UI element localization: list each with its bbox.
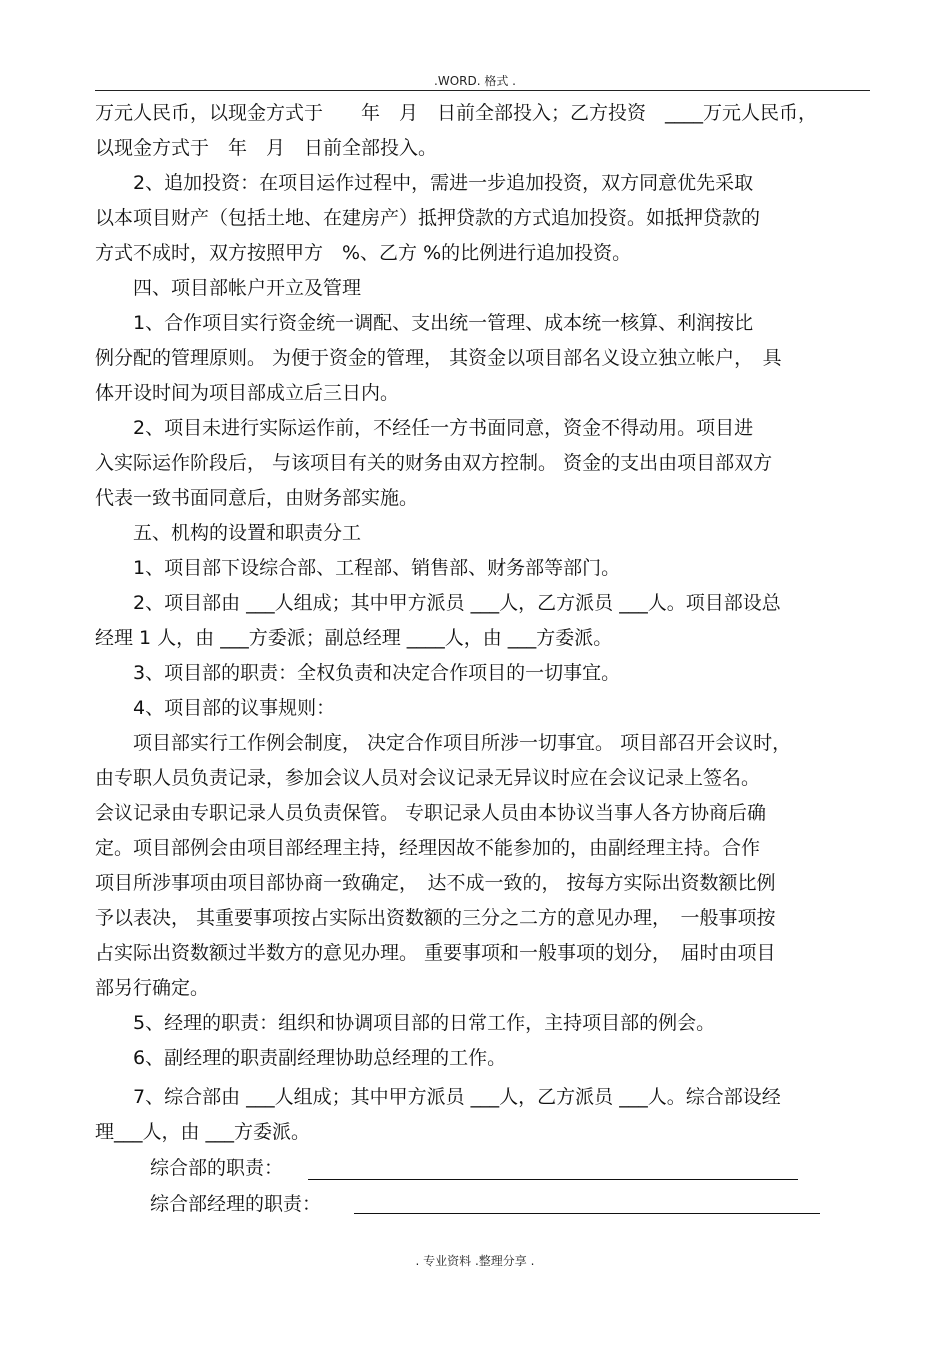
text-line: 会议记录由专职记录人员负责保管。 专职记录人员由本协议当事人各方协商后确 — [95, 802, 767, 824]
text-line: 定。项目部例会由项目部经理主持，经理因故不能参加的，由副经理主持。合作 — [95, 837, 761, 859]
text-line: 2、项目未进行实际运作前，不经任一方书面同意，资金不得动用。项目进 — [95, 417, 754, 439]
text-line: 1、项目部下设综合部、工程部、销售部、财务部等部门。 — [95, 557, 621, 579]
text-line: 四、项目部帐户开立及管理 — [95, 277, 362, 299]
field-blank-line — [354, 1213, 820, 1214]
page-footer: . 专业资料 .整理分享 . — [415, 1254, 535, 1268]
text-line: 体开设时间为项目部成立后三日内。 — [95, 382, 400, 404]
text-line: 万元人民币，以现金方式于 年 月 日前全部投入；乙方投资 ____万元人民币， — [95, 102, 818, 124]
header-divider — [95, 90, 870, 91]
text-line: 占实际出资数额过半数方的意见办理。 重要事项和一般事项的划分， 届时由项目 — [95, 942, 776, 964]
text-line: 2、项目部由 ___人组成；其中甲方派员 ___人，乙方派员 ___人。项目部设总 — [95, 592, 781, 614]
text-line: 2、追加投资：在项目运作过程中，需进一步追加投资，双方同意优先采取 — [95, 172, 754, 194]
text-line: 予以表决， 其重要事项按占实际出资数额的三分之二方的意见办理， 一般事项按 — [95, 907, 776, 929]
text-line: 以现金方式于 年 月 日前全部投入。 — [95, 137, 438, 159]
text-line: 4、项目部的议事规则： — [95, 697, 336, 719]
text-line: 部另行确定。 — [95, 977, 210, 999]
text-line: 1、合作项目实行资金统一调配、支出统一管理、成本统一核算、利润按比 — [95, 312, 754, 334]
text-line: 理___人，由 ___方委派。 — [95, 1121, 311, 1143]
text-line: 7、综合部由 ___人组成；其中甲方派员 ___人，乙方派员 ___人。综合部设经 — [95, 1086, 781, 1108]
text-line: 入实际运作阶段后， 与该项目有关的财务由双方控制。 资金的支出由项目部双方 — [95, 452, 773, 474]
text-line: 例分配的管理原则。 为便于资金的管理， 其资金以项目部名义设立独立帐户， 具 — [95, 347, 782, 369]
text-line: 方式不成时，双方按照甲方 %、乙方 %的比例进行追加投资。 — [95, 242, 632, 264]
field-label: 综合部经理的职责： — [150, 1193, 322, 1215]
field-label: 综合部的职责： — [150, 1157, 284, 1179]
text-line: 6、副经理的职责副经理协助总经理的工作。 — [95, 1047, 507, 1069]
text-line: 经理 1 人，由 ___方委派；副总经理 ____人，由 ___方委派。 — [95, 627, 613, 649]
text-line: 5、经理的职责：组织和协调项目部的日常工作，主持项目部的例会。 — [95, 1012, 716, 1034]
text-line: 代表一致书面同意后，由财务部实施。 — [95, 487, 419, 509]
text-line: 以本项目财产（包括土地、在建房产）抵押贷款的方式追加投资。如抵押贷款的 — [95, 207, 761, 229]
text-line: 3、项目部的职责：全权负责和决定合作项目的一切事宜。 — [95, 662, 621, 684]
text-line: 项目所涉事项由项目部协商一致确定， 达不成一致的， 按每方实际出资数额比例 — [95, 872, 776, 894]
page-header: .WORD. 格式 . — [434, 74, 516, 88]
text-line: 项目部实行工作例会制度， 决定合作项目所涉一切事宜。 项目部召开会议时， — [95, 732, 792, 754]
field-blank-line — [308, 1179, 798, 1180]
text-line: 五、机构的设置和职责分工 — [95, 522, 362, 544]
text-line: 由专职人员负责记录，参加会议人员对会议记录无异议时应在会议记录上签名。 — [95, 767, 761, 789]
